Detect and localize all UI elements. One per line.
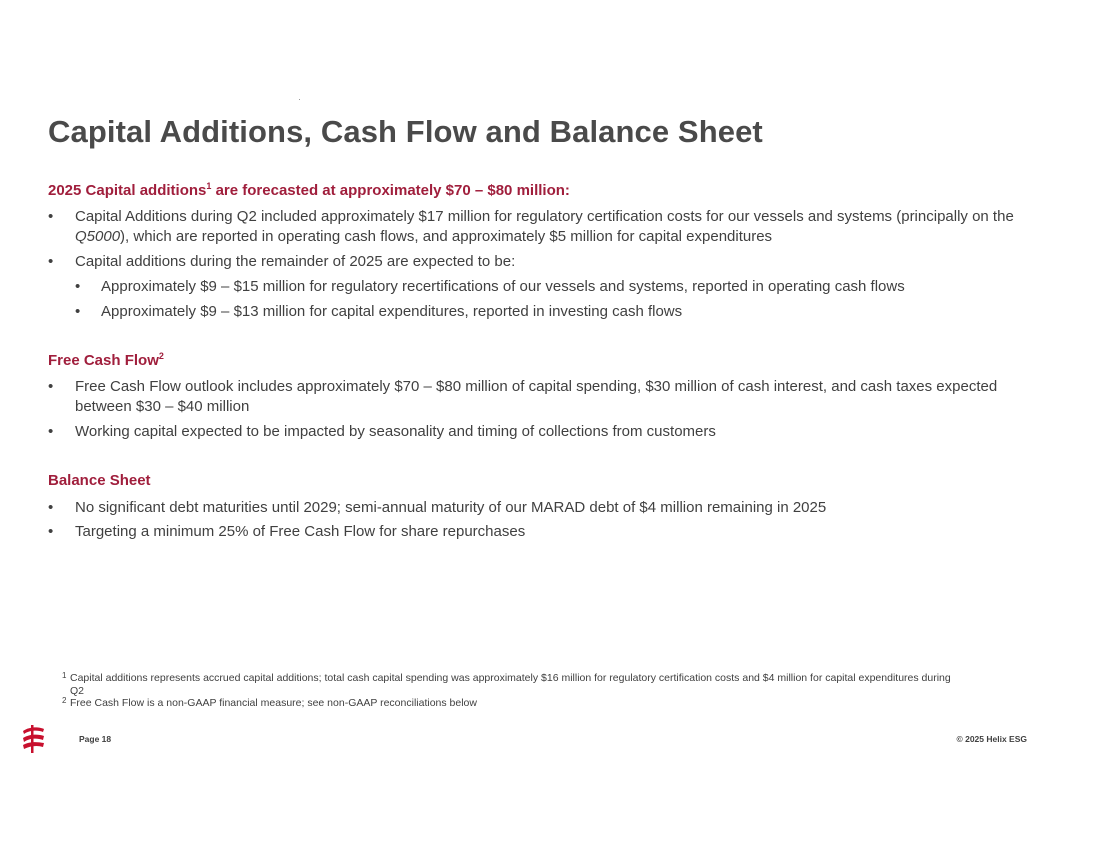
- footnote: [62, 672, 962, 697]
- balance-sheet-heading: [48, 472, 151, 489]
- footnote-ref: 1: [206, 181, 212, 191]
- bullet-mark: •: [48, 253, 54, 270]
- page-number: Page 18: [79, 734, 112, 744]
- bullet-mark: •: [48, 423, 54, 440]
- vessel-name: Q5000: [75, 227, 121, 245]
- bullet-text: Targeting a minimum 25% of Free Cash Flow for share repurchases: [75, 523, 526, 540]
- bullet-text-part: ), which are reported in operating cash flows, and approximately $5 million for capital expenditures: [120, 227, 773, 245]
- bullet-text-part: Capital Additions during Q2 included approximately $17 million for regulatory certification costs for our vessels and systems (principally on the: [75, 208, 1014, 225]
- helix-logo-icon: [20, 724, 46, 754]
- bullet-mark: •: [75, 303, 81, 320]
- bullet-item: [48, 522, 1048, 542]
- slide-title: Capital Additions, Cash Flow and Balance Sheet: [48, 114, 763, 149]
- footnote-text: Free Cash Flow is a non-GAAP financial measure; see non-GAAP reconciliations below: [70, 697, 477, 709]
- bullet-mark: •: [48, 208, 54, 225]
- bullet-item: [48, 422, 1048, 442]
- footnote: [62, 697, 962, 710]
- heading-text: 2025 Capital additions: [48, 182, 207, 199]
- heading-text: Free Cash Flow: [48, 352, 159, 369]
- footnote-number: 1: [62, 671, 67, 680]
- footnote-text: Capital additions represents accrued capital additions; total cash capital spending was approximately $16 million for regulatory certification costs and $4 million for capital expenditures during Q2: [70, 672, 951, 697]
- capital-additions-heading: [48, 182, 570, 199]
- bullet-mark: •: [48, 523, 54, 540]
- sub-bullet-item: [48, 302, 1048, 322]
- free-cash-flow-heading: [48, 352, 164, 369]
- footnote-ref: 2: [158, 351, 164, 361]
- bullet-text: Approximately $9 – $15 million for regulatory recertifications of our vessels and systems, reported in operating cash flows: [101, 278, 905, 295]
- stray-dot: [299, 99, 300, 100]
- heading-suffix: are forecasted at approximately $70 – $80 million:: [211, 182, 570, 199]
- heading-text: Balance Sheet: [48, 472, 151, 489]
- bullet-item: [48, 252, 1048, 272]
- bullet-text: Working capital expected to be impacted by seasonality and timing of collections from customers: [75, 423, 716, 440]
- bullet-text: Capital additions during the remainder of 2025 are expected to be:: [75, 253, 516, 270]
- footnote-number: 2: [62, 696, 67, 705]
- bullet-mark: •: [48, 378, 54, 395]
- bullet-item: [48, 498, 1048, 518]
- bullet-text: No significant debt maturities until 2029; semi-annual maturity of our MARAD debt of $4 million remaining in 2025: [75, 499, 827, 516]
- copyright: © 2025 Helix ESG: [956, 734, 1027, 744]
- bullet-text: [48, 207, 1048, 246]
- bullet-text: Free Cash Flow outlook includes approximately $70 – $80 million of capital spending, $30 million of cash interest, and cash taxes expected between $30 – $40 million: [75, 378, 998, 415]
- bullet-item: [48, 377, 1048, 416]
- bullet-text: Approximately $9 – $13 million for capital expenditures, reported in investing cash flows: [101, 303, 683, 320]
- bullet-mark: •: [75, 278, 81, 295]
- bullet-mark: •: [48, 499, 54, 516]
- bullet-item: [48, 207, 1048, 246]
- sub-bullet-item: [48, 277, 1048, 297]
